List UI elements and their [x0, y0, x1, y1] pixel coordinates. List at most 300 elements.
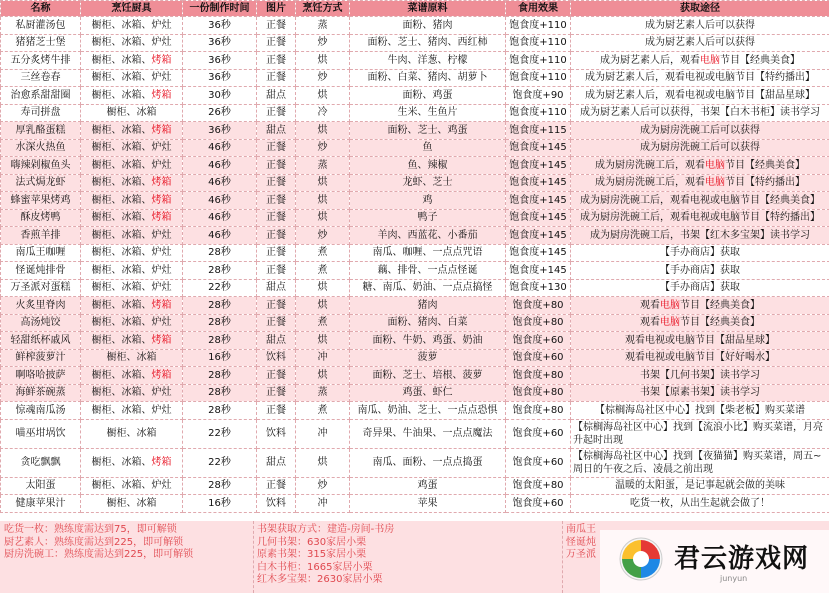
note-line: 吃货一枚：熟练度需达到75，即可解锁 [4, 524, 177, 535]
obtain-route: 观看电视或电脑节目【好好喝水】 [571, 349, 829, 367]
food-effect: 饱食度+145 [506, 209, 571, 227]
cook-method: 烘 [296, 209, 350, 227]
cookware-cell [81, 122, 183, 140]
cook-method: 煮 [296, 262, 350, 280]
dish-category: 甜点 [257, 332, 296, 350]
dish-category: 正餐 [257, 209, 296, 227]
recipe-name: 健康苹果汁 [1, 495, 81, 513]
ingredients: 藕、排骨、一点点怪诞 [350, 262, 506, 280]
text-fragment: 烤箱 [151, 457, 172, 468]
recipe-name: 寿司拼盘 [1, 104, 81, 122]
cook-time: 28秒 [183, 262, 257, 280]
food-effect: 饱食度+80 [506, 402, 571, 420]
cook-time: 46秒 [183, 157, 257, 175]
cook-method: 煮 [296, 314, 350, 332]
table-row [1, 174, 829, 192]
cook-method: 炒 [296, 477, 350, 495]
dish-category: 正餐 [257, 17, 296, 35]
food-effect: 饱食度+145 [506, 192, 571, 210]
table-row [1, 297, 829, 315]
text-fragment: 电脑 [705, 177, 725, 189]
table-row [1, 332, 829, 350]
obtain-route [571, 174, 829, 192]
dish-category: 正餐 [257, 192, 296, 210]
text-fragment: 橱柜、冰箱、 [91, 124, 152, 136]
column-header: 烹饪厨具 [81, 1, 183, 17]
ingredients: 猪肉 [350, 297, 506, 315]
food-effect: 饱食度+60 [506, 332, 571, 350]
recipe-name: 火炙里脊肉 [1, 297, 81, 315]
food-effect: 饱食度+80 [506, 367, 571, 385]
cook-time: 22秒 [183, 279, 257, 297]
table-row [1, 419, 829, 448]
text-fragment: 节目【特约播出】 [725, 177, 805, 189]
column-header: 获取途径 [571, 1, 829, 17]
cook-time: 28秒 [183, 332, 257, 350]
cook-method: 烘 [296, 297, 350, 315]
column-header: 图片 [257, 1, 296, 17]
obtain-route: 成为厨房洗碗工后，书架【红木多宝架】读书学习 [571, 227, 829, 245]
table-row [1, 69, 829, 87]
text-fragment: 成为厨房洗碗工后，观看 [595, 159, 705, 171]
shop-notes [566, 524, 596, 562]
dish-category: 正餐 [257, 402, 296, 420]
table-row [1, 17, 829, 35]
text-fragment: 橱柜、冰箱、 [91, 334, 152, 346]
cook-time: 28秒 [183, 314, 257, 332]
obtain-route: 【棕榈海岛社区中心】找到【柴老板】购买菜谱 [571, 402, 829, 420]
recipe-name: 水深火热鱼 [1, 139, 81, 157]
cook-time: 22秒 [183, 419, 257, 448]
cookware-cell: 橱柜、冰箱 [81, 495, 183, 513]
cookware-cell: 橱柜、冰箱、炉灶 [81, 227, 183, 245]
ingredients: 面粉、白菜、猪肉、胡萝卜 [350, 69, 506, 87]
site-watermark [600, 530, 829, 593]
recipe-name: 治愈系甜甜圈 [1, 87, 81, 105]
text-fragment: 橱柜、冰箱、 [91, 177, 152, 189]
obtain-route [571, 52, 829, 70]
table-row [1, 349, 829, 367]
cookware-cell: 橱柜、冰箱 [81, 349, 183, 367]
divider [253, 521, 254, 593]
recipe-name: 惊魂南瓜汤 [1, 402, 81, 420]
cook-method: 蒸 [296, 157, 350, 175]
table-row [1, 402, 829, 420]
ingredients: 面粉、芝士、鸡蛋 [350, 122, 506, 140]
cookware-cell: 橱柜、冰箱、炉灶 [81, 384, 183, 402]
dish-category: 正餐 [257, 244, 296, 262]
food-effect: 饱食度+145 [506, 157, 571, 175]
text-fragment: 电脑 [660, 317, 680, 329]
cook-method: 炒 [296, 227, 350, 245]
dish-category: 正餐 [257, 227, 296, 245]
recipe-name: 五分炙烤牛排 [1, 52, 81, 70]
obtain-route: 温暖的太阳蛋，是记事起就会做的美味 [571, 477, 829, 495]
note-line: 书架获取方式：建造-房间-书房 [257, 524, 395, 535]
cook-method: 烘 [296, 87, 350, 105]
table-row [1, 87, 829, 105]
food-effect: 饱食度+60 [506, 495, 571, 513]
obtain-route: 成为厨艺素人后可以获得，书架【白木书柜】读书学习 [571, 104, 829, 122]
dish-category: 正餐 [257, 52, 296, 70]
food-effect: 饱食度+110 [506, 104, 571, 122]
dish-category: 正餐 [257, 139, 296, 157]
cook-method: 蒸 [296, 384, 350, 402]
cookware-cell [81, 297, 183, 315]
cook-time: 26秒 [183, 104, 257, 122]
cook-method: 烘 [296, 122, 350, 140]
food-effect: 饱食度+110 [506, 52, 571, 70]
dish-category: 正餐 [257, 104, 296, 122]
bookshelf-notes [257, 524, 394, 587]
cook-time: 46秒 [183, 139, 257, 157]
food-effect: 饱食度+80 [506, 314, 571, 332]
table-row [1, 244, 829, 262]
obtain-route: 吃货一枚，从出生起就会做了！ [571, 495, 829, 513]
recipe-name: 海鲜茶碗蒸 [1, 384, 81, 402]
cook-method: 烘 [296, 332, 350, 350]
ingredients: 羊肉、西蓝花、小番茄 [350, 227, 506, 245]
cook-time: 46秒 [183, 209, 257, 227]
dish-category: 正餐 [257, 384, 296, 402]
recipe-name: 太阳蛋 [1, 477, 81, 495]
recipe-name: 高汤炖饺 [1, 314, 81, 332]
recipe-name: 喵巫坩埚饮 [1, 419, 81, 448]
text-fragment: 电脑 [705, 159, 725, 171]
table-row [1, 495, 829, 513]
ingredients: 苹果 [350, 495, 506, 513]
cook-time: 22秒 [183, 448, 257, 477]
table-row [1, 279, 829, 297]
food-effect: 饱食度+110 [506, 17, 571, 35]
dish-category: 饮料 [257, 419, 296, 448]
cook-time: 28秒 [183, 477, 257, 495]
cook-time: 36秒 [183, 52, 257, 70]
note-line: 厨房洗碗工：熟练度需达到225，即可解锁 [4, 549, 194, 560]
food-effect: 饱食度+90 [506, 87, 571, 105]
recipe-name: 贪吃飘飘 [1, 448, 81, 477]
dish-category: 甜点 [257, 87, 296, 105]
cook-method: 烘 [296, 52, 350, 70]
unlock-notes [4, 524, 193, 562]
table-row [1, 367, 829, 385]
ingredients: 鱼 [350, 139, 506, 157]
obtain-route: 成为厨房洗碗工后可以获得 [571, 122, 829, 140]
text-fragment: 烤箱 [151, 334, 172, 346]
cookware-cell: 橱柜、冰箱、炉灶 [81, 17, 183, 35]
recipe-name: 啊咯哈披萨 [1, 367, 81, 385]
cook-method: 冲 [296, 495, 350, 513]
dish-category: 甜点 [257, 448, 296, 477]
watermark-text: 君云游戏网 [674, 544, 810, 574]
cook-time: 16秒 [183, 495, 257, 513]
obtain-route: 书架【几何书架】读书学习 [571, 367, 829, 385]
table-row [1, 104, 829, 122]
dish-category: 正餐 [257, 34, 296, 52]
recipe-name: 香煎羊排 [1, 227, 81, 245]
cookware-cell [81, 52, 183, 70]
food-effect: 饱食度+80 [506, 384, 571, 402]
note-line: 红木多宝架：2630家居小栗 [257, 574, 383, 585]
text-fragment: 节目【经典美食】 [680, 317, 760, 329]
ingredients: 南瓜、奶油、芝士、一点点恐惧 [350, 402, 506, 420]
table-row [1, 448, 829, 477]
text-fragment: 橱柜、冰箱、 [91, 54, 152, 66]
note-line: 怪诞炖 [566, 536, 596, 548]
cook-method: 烘 [296, 279, 350, 297]
cookware-cell: 橱柜、冰箱、炉灶 [81, 262, 183, 280]
cookware-cell [81, 192, 183, 210]
ingredients: 牛肉、洋葱、柠檬 [350, 52, 506, 70]
ingredients: 龙虾、芝士 [350, 174, 506, 192]
table-row [1, 227, 829, 245]
cook-time: 36秒 [183, 69, 257, 87]
text-fragment: 观看 [640, 299, 660, 311]
cook-method: 煮 [296, 402, 350, 420]
obtain-route: 成为厨房洗碗工后，观看电视或电脑节目【特约播出】 [571, 209, 829, 227]
cook-method: 炒 [296, 34, 350, 52]
text-fragment: 节目【经典美食】 [720, 54, 800, 66]
ingredients: 面粉、猪肉、白菜 [350, 314, 506, 332]
cook-time: 46秒 [183, 192, 257, 210]
food-effect: 饱食度+60 [506, 419, 571, 448]
food-effect: 饱食度+80 [506, 477, 571, 495]
cook-method: 炒 [296, 69, 350, 87]
cookware-cell [81, 332, 183, 350]
table-row [1, 139, 829, 157]
cook-time: 28秒 [183, 244, 257, 262]
ingredients: 面粉、鸡蛋 [350, 87, 506, 105]
dish-category: 正餐 [257, 297, 296, 315]
recipe-name: 鲜榨菠萝汁 [1, 349, 81, 367]
recipe-name: 南瓜王咖喱 [1, 244, 81, 262]
note-line: 几何书架：630家居小栗 [257, 536, 367, 548]
recipe-name: 轻甜纸杯戚风 [1, 332, 81, 350]
dish-category: 饮料 [257, 349, 296, 367]
text-fragment: 观看 [640, 317, 660, 329]
note-line: 厨艺素人：熟练度需达到225，即可解锁 [4, 536, 184, 548]
table-row [1, 384, 829, 402]
ingredients: 糖、南瓜、奶油、一点点搞怪 [350, 279, 506, 297]
table-row [1, 52, 829, 70]
text-fragment: 烤箱 [151, 369, 172, 381]
note-line: 白木书柜：1665家居小栗 [257, 561, 373, 573]
dish-category: 正餐 [257, 477, 296, 495]
text-fragment: 烤箱 [151, 299, 172, 311]
dish-category: 正餐 [257, 174, 296, 192]
text-fragment: 橱柜、冰箱、 [91, 369, 152, 381]
obtain-route: 成为厨艺素人后，观看电视或电脑节目【特约播出】 [571, 69, 829, 87]
dish-category: 正餐 [257, 367, 296, 385]
cook-method: 冲 [296, 349, 350, 367]
recipe-name: 万圣派对蛋糕 [1, 279, 81, 297]
obtain-route: 成为厨房洗碗工后，观看电视或电脑节目【经典美食】 [571, 192, 829, 210]
cook-time: 28秒 [183, 402, 257, 420]
ingredients: 生米、生鱼片 [350, 104, 506, 122]
dish-category: 正餐 [257, 262, 296, 280]
text-fragment: 电脑 [700, 54, 720, 66]
table-row [1, 314, 829, 332]
dish-category: 甜点 [257, 279, 296, 297]
food-effect: 饱食度+145 [506, 244, 571, 262]
column-header: 一份制作时间 [183, 1, 257, 17]
obtain-route: 【手办商店】获取 [571, 279, 829, 297]
cookware-cell: 橱柜、冰箱、炉灶 [81, 139, 183, 157]
cook-time: 36秒 [183, 34, 257, 52]
obtain-route [571, 297, 829, 315]
obtain-route: 【手办商店】获取 [571, 262, 829, 280]
text-fragment: 成为厨艺素人后，观看 [600, 54, 700, 66]
food-effect: 饱食度+145 [506, 262, 571, 280]
table-row [1, 262, 829, 280]
ingredients: 南瓜、面粉、一点点捣蛋 [350, 448, 506, 477]
text-fragment: 烤箱 [151, 89, 172, 101]
cook-method: 冲 [296, 419, 350, 448]
ingredients: 鸡 [350, 192, 506, 210]
cook-time: 36秒 [183, 17, 257, 35]
text-fragment: 烤箱 [151, 212, 172, 224]
cookware-cell: 橱柜、冰箱、炉灶 [81, 477, 183, 495]
dish-category: 正餐 [257, 157, 296, 175]
column-header: 名称 [1, 1, 81, 17]
table-row [1, 209, 829, 227]
cook-time: 46秒 [183, 227, 257, 245]
cook-method: 煮 [296, 244, 350, 262]
dish-category: 正餐 [257, 314, 296, 332]
food-effect: 饱食度+115 [506, 122, 571, 140]
food-effect: 饱食度+60 [506, 448, 571, 477]
cook-method: 烘 [296, 192, 350, 210]
cookware-cell: 橱柜、冰箱 [81, 419, 183, 448]
text-fragment: 节目【经典美食】 [680, 299, 760, 311]
recipe-name: 酥皮烤鸭 [1, 209, 81, 227]
cookware-cell: 橱柜、冰箱、炉灶 [81, 34, 183, 52]
text-fragment: 烤箱 [151, 177, 172, 189]
cook-time: 46秒 [183, 174, 257, 192]
table-header-row [1, 1, 829, 17]
cook-method: 蒸 [296, 17, 350, 35]
recipe-name: 嗨辣剁椒鱼头 [1, 157, 81, 175]
cook-time: 36秒 [183, 122, 257, 140]
recipe-name: 私厨灌汤包 [1, 17, 81, 35]
food-effect: 饱食度+145 [506, 227, 571, 245]
food-effect: 饱食度+145 [506, 139, 571, 157]
recipe-name: 法式焗龙虾 [1, 174, 81, 192]
cook-method: 冷 [296, 104, 350, 122]
text-fragment: 橱柜、冰箱、 [91, 212, 152, 224]
ingredients: 面粉、芝士、培根、菠萝 [350, 367, 506, 385]
text-fragment: 橱柜、冰箱、 [91, 299, 152, 311]
recipe-name: 三丝卷春 [1, 69, 81, 87]
table-row [1, 34, 829, 52]
note-line: 万圣派 [566, 549, 596, 560]
cookware-cell: 橱柜、冰箱、炉灶 [81, 69, 183, 87]
column-header: 菜谱原料 [350, 1, 506, 17]
text-fragment: 电脑 [660, 299, 680, 311]
obtain-route: 【手办商店】获取 [571, 244, 829, 262]
obtain-route [571, 314, 829, 332]
table-row [1, 157, 829, 175]
recipe-name: 厚乳酪蛋糕 [1, 122, 81, 140]
cook-method: 烘 [296, 174, 350, 192]
ingredients: 鸭子 [350, 209, 506, 227]
cook-time: 28秒 [183, 367, 257, 385]
cook-method: 烘 [296, 448, 350, 477]
ingredients: 菠萝 [350, 349, 506, 367]
text-fragment: 橱柜、冰箱、 [91, 194, 152, 206]
text-fragment: 成为厨房洗碗工后，观看 [595, 177, 705, 189]
ingredients: 面粉、牛奶、鸡蛋、奶油 [350, 332, 506, 350]
text-fragment: 节目【经典美食】 [725, 159, 805, 171]
site-logo-icon [618, 536, 664, 582]
obtain-route: 【棕榈海岛社区中心】找到【夜猫猫】购买菜谱，周五~周日的午夜之后、凌晨之前出现 [571, 448, 829, 477]
cookware-cell: 橱柜、冰箱、炉灶 [81, 157, 183, 175]
watermark-subtext: junyun [720, 574, 748, 583]
divider [562, 521, 563, 593]
recipe-name: 蜂蜜苹果烤鸡 [1, 192, 81, 210]
cook-method: 烘 [296, 367, 350, 385]
recipe-name: 猪猪芝士堡 [1, 34, 81, 52]
obtain-route: 成为厨艺素人后可以获得 [571, 34, 829, 52]
recipe-name: 怪诞炖排骨 [1, 262, 81, 280]
text-fragment: 橱柜、冰箱、 [91, 89, 152, 101]
cook-time: 28秒 [183, 384, 257, 402]
column-header: 烹饪方式 [296, 1, 350, 17]
food-effect: 饱食度+130 [506, 279, 571, 297]
table-row [1, 122, 829, 140]
cookware-cell: 橱柜、冰箱、炉灶 [81, 244, 183, 262]
food-effect: 饱食度+145 [506, 174, 571, 192]
text-fragment: 烤箱 [151, 124, 172, 136]
cook-time: 30秒 [183, 87, 257, 105]
obtain-route: 成为厨房洗碗工后可以获得 [571, 139, 829, 157]
note-line: 南瓜王 [566, 524, 596, 535]
ingredients: 南瓜、咖喱、一点点咒语 [350, 244, 506, 262]
table-row [1, 192, 829, 210]
text-fragment: 橱柜、冰箱、 [91, 457, 152, 468]
ingredients: 鸡蛋 [350, 477, 506, 495]
column-header: 食用效果 [506, 1, 571, 17]
cookware-cell [81, 174, 183, 192]
cook-time: 16秒 [183, 349, 257, 367]
cook-method: 炒 [296, 139, 350, 157]
food-effect: 饱食度+110 [506, 34, 571, 52]
obtain-route: 成为厨艺素人后可以获得 [571, 17, 829, 35]
table-row [1, 477, 829, 495]
obtain-route: 成为厨艺素人后，观看电视或电脑节目【甜品星球】 [571, 87, 829, 105]
cookware-cell [81, 209, 183, 227]
dish-category: 甜点 [257, 122, 296, 140]
text-fragment: 烤箱 [151, 194, 172, 206]
cookware-cell [81, 87, 183, 105]
cookware-cell [81, 367, 183, 385]
obtain-route: 书架【原素书架】读书学习 [571, 384, 829, 402]
cookware-cell [81, 448, 183, 477]
food-effect: 饱食度+80 [506, 297, 571, 315]
ingredients: 鱼、辣椒 [350, 157, 506, 175]
dish-category: 饮料 [257, 495, 296, 513]
cookware-cell: 橱柜、冰箱、炉灶 [81, 314, 183, 332]
obtain-route [571, 157, 829, 175]
cookware-cell: 橱柜、冰箱、炉灶 [81, 402, 183, 420]
text-fragment: 烤箱 [151, 54, 172, 66]
note-line: 原素书架：315家居小栗 [257, 549, 367, 560]
obtain-route: 观看电视或电脑节目【甜品星球】 [571, 332, 829, 350]
cookware-cell: 橱柜、冰箱、炉灶 [81, 279, 183, 297]
table-body [1, 17, 829, 513]
cook-time: 28秒 [183, 297, 257, 315]
ingredients: 面粉、猪肉 [350, 17, 506, 35]
